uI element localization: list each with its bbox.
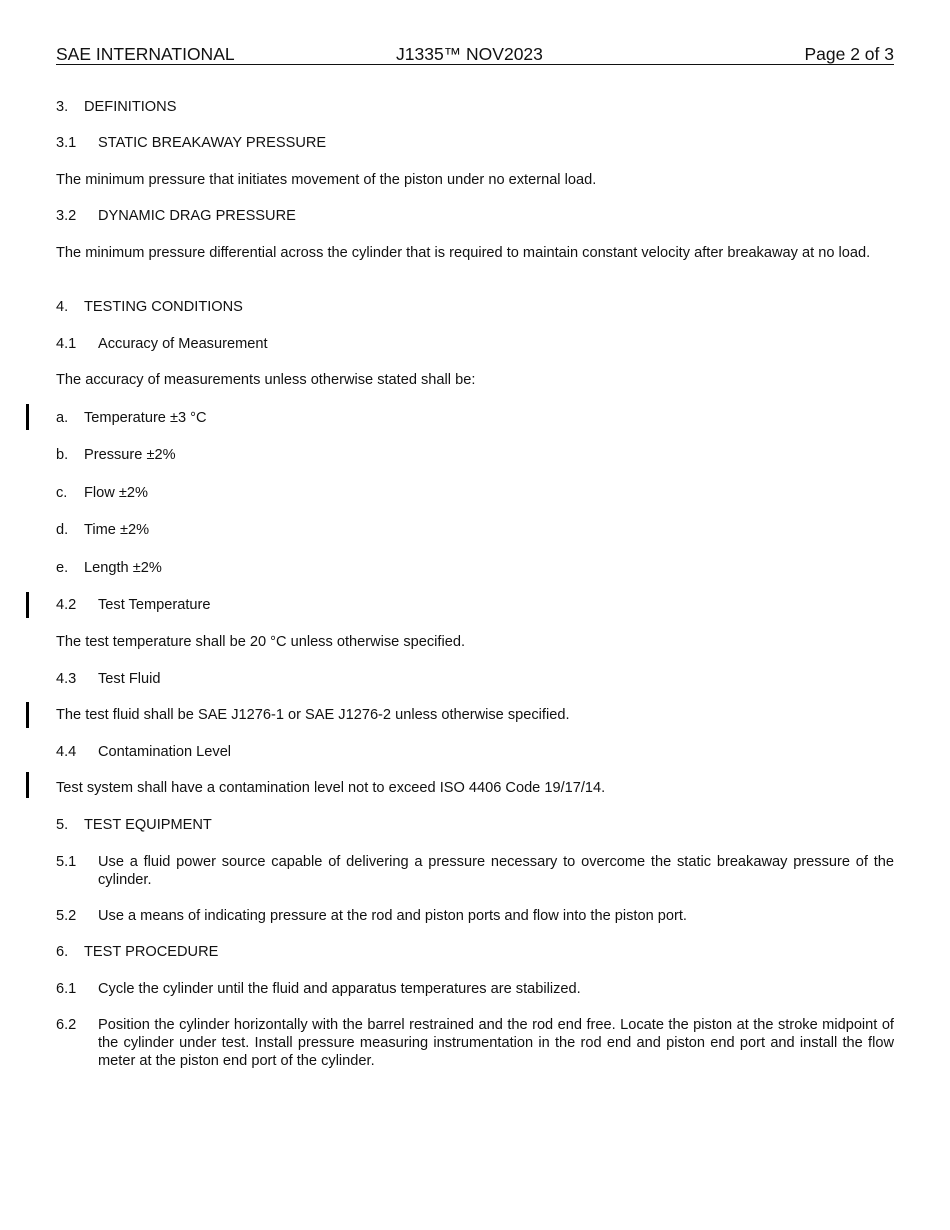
revision-bar xyxy=(26,592,29,618)
section-3-2-text: The minimum pressure differential across the cylinder that is required to maintain constant velocity after breakaway at no load. xyxy=(56,245,871,261)
section-3-1-text: The minimum pressure that initiates movement of the piston under no external load. xyxy=(56,172,597,188)
section-6-2: 6.2 Position the cylinder horizontally with the barrel restrained and the rod end free. Locate the piston at the stroke midpoint of the cylinder under test. Install pressure measuring instrumentation in the rod end and piston end port and install the flow meter at the piston end port of the cylinder. xyxy=(56,1017,894,1069)
header-organization: SAE INTERNATIONAL xyxy=(56,44,235,64)
header-page-number: Page 2 of 3 xyxy=(804,44,894,64)
revision-bar xyxy=(26,404,29,430)
section-4-1-text: The accuracy of measurements unless otherwise stated shall be: xyxy=(56,372,476,388)
section-4-3-text: The test fluid shall be SAE J1276-1 or SAE J1276-2 unless otherwise specified. xyxy=(56,707,570,723)
section-4-2-text: The test temperature shall be 20 °C unless otherwise specified. xyxy=(56,634,465,650)
revision-bar xyxy=(26,702,29,728)
revision-bar xyxy=(26,772,29,798)
page-header xyxy=(56,44,894,65)
section-4-4-text: Test system shall have a contamination level not to exceed ISO 4406 Code 19/17/14. xyxy=(56,780,606,796)
section-5-1: 5.1 Use a fluid power source capable of delivering a pressure necessary to overcome the static breakaway pressure of the cylinder. xyxy=(56,854,894,888)
header-document-id: J1335™ NOV2023 xyxy=(396,44,543,64)
